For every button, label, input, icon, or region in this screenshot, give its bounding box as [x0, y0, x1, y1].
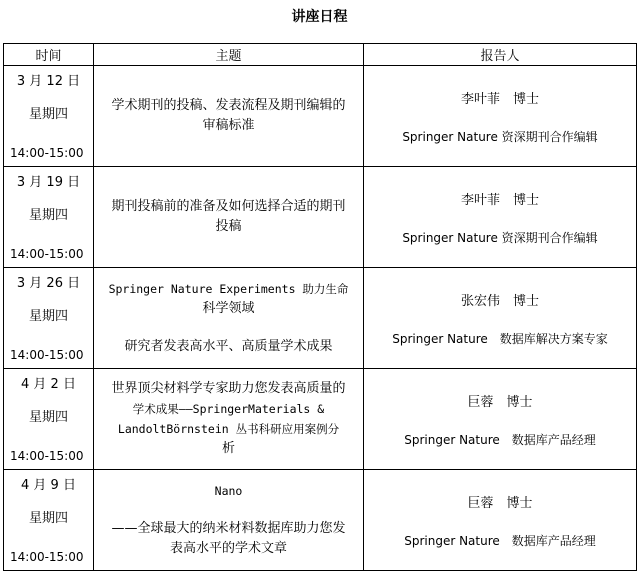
table-row [4, 369, 637, 470]
session-topic-cell [94, 66, 364, 167]
speaker-affiliation: Springer Nature 数据库产品经理 [404, 534, 596, 548]
column-header-topic: 主题 [94, 44, 364, 66]
session-topic-cell [94, 167, 364, 268]
speaker-affiliation: Springer Nature 数据库解决方案专家 [392, 332, 608, 346]
session-time-cell [4, 66, 94, 167]
session-topic-cell [94, 268, 364, 369]
session-date: 3 月 12 日 [16, 74, 81, 89]
session-time-cell [4, 369, 94, 470]
table-row [4, 268, 637, 369]
session-topic-cell [94, 369, 364, 470]
speaker-name: 巨蓉 博士 [467, 496, 533, 511]
session-hours: 14:00-15:00 [10, 348, 84, 362]
session-weekday: 星期四 [28, 309, 68, 324]
speaker-name: 张宏伟 博士 [460, 294, 539, 309]
session-topic-line: 审稿标准 [202, 118, 255, 133]
session-date: 4 月 2 日 [21, 377, 76, 392]
session-topic-line: ——全球最大的纳米材料数据库助力您发 [111, 521, 346, 536]
session-topic-cell [94, 470, 364, 571]
column-header-time: 时间 [4, 44, 94, 66]
session-time-cell [4, 470, 94, 571]
session-weekday: 星期四 [28, 511, 68, 526]
session-topic-line: 期刊投稿前的准备及如何选择合适的期刊 [111, 199, 346, 214]
session-topic-line: Nano [214, 484, 243, 498]
page-title: 讲座日程 [291, 9, 348, 25]
speaker-name: 李叶菲 博士 [460, 193, 539, 208]
session-topic-line: 学术期刊的投稿、发表流程及期刊编辑的 [111, 98, 346, 113]
session-hours: 14:00-15:00 [10, 247, 84, 261]
session-hours: 14:00-15:00 [10, 449, 84, 463]
session-topic-line: 研究者发表高水平、高质量学术成果 [124, 339, 333, 354]
session-date: 3 月 26 日 [16, 276, 81, 291]
session-time-cell [4, 268, 94, 369]
speaker-name: 巨蓉 博士 [467, 395, 533, 410]
session-topic-line: Springer Nature Experiments 助力生命 [108, 282, 349, 296]
session-speaker-cell [364, 369, 637, 470]
session-date: 4 月 9 日 [21, 478, 76, 493]
session-date: 3 月 19 日 [16, 175, 81, 190]
session-topic-line: 表高水平的学术文章 [169, 541, 287, 556]
topic-gap [102, 501, 355, 519]
session-speaker-cell [364, 66, 637, 167]
session-weekday: 星期四 [28, 208, 68, 223]
schedule-table [3, 43, 637, 571]
session-hours: 14:00-15:00 [10, 146, 84, 160]
column-header-speaker: 报告人 [364, 44, 637, 66]
session-topic-line: 析 [221, 441, 235, 456]
session-speaker-cell [364, 470, 637, 571]
session-topic-line: 学术成果——SpringerMaterials & [132, 402, 325, 416]
session-weekday: 星期四 [28, 107, 68, 122]
session-topic-line: LandoltBörnstein 丛书科研应用案例分 [117, 422, 340, 436]
session-speaker-cell [364, 268, 637, 369]
session-topic-line: 投稿 [215, 219, 242, 234]
speaker-affiliation: Springer Nature 资深期刊合作编辑 [402, 231, 598, 245]
table-row [4, 167, 637, 268]
session-hours: 14:00-15:00 [10, 550, 84, 564]
speaker-affiliation: Springer Nature 资深期刊合作编辑 [402, 130, 598, 144]
session-speaker-cell [364, 167, 637, 268]
session-weekday: 星期四 [28, 410, 68, 425]
schedule-body [4, 66, 637, 571]
session-time-cell [4, 167, 94, 268]
table-row [4, 66, 637, 167]
session-topic-line: 科学领域 [202, 301, 255, 316]
speaker-affiliation: Springer Nature 数据库产品经理 [404, 433, 596, 447]
table-header-row [4, 44, 637, 66]
session-topic-line: 世界顶尖材料学专家助力您发表高质量的 [111, 381, 346, 396]
table-row [4, 470, 637, 571]
topic-gap [102, 319, 355, 337]
speaker-name: 李叶菲 博士 [460, 92, 539, 107]
